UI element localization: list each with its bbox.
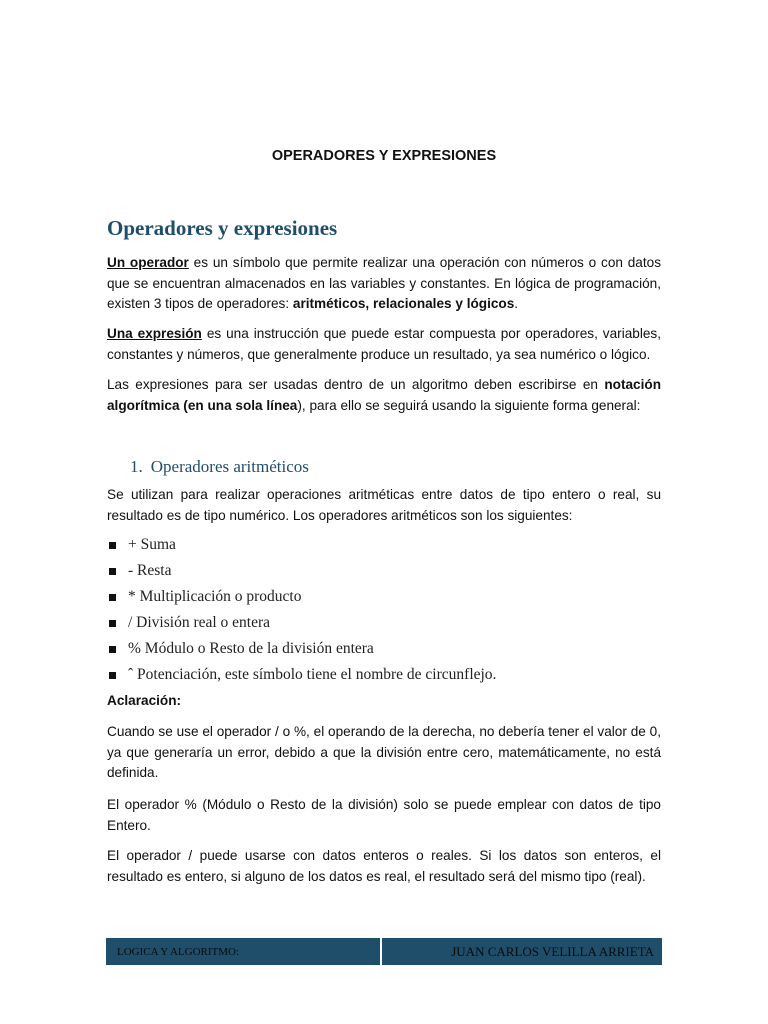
list-item: [107, 558, 496, 584]
bullet-icon: [109, 542, 116, 549]
paragraph-operador: [107, 253, 661, 315]
list-item: [107, 636, 496, 662]
bullet-icon: [109, 620, 116, 627]
paragraph-text: Las expresiones para ser usadas dentro de un algoritmo deben escribirse en: [107, 377, 605, 392]
footer-author: JUAN CARLOS VELILLA ARRIETA: [451, 943, 654, 959]
bullet-icon: [109, 672, 116, 679]
list-item: [107, 662, 496, 688]
list-item-text: - Resta: [128, 562, 172, 579]
operator-list: [107, 532, 496, 688]
operator-types: aritméticos, relacionales y lógicos: [292, 296, 515, 311]
subsection-title: Operadores aritméticos: [150, 457, 309, 476]
term-operador: Un operador: [107, 255, 189, 270]
list-item: [107, 584, 496, 610]
list-item: [107, 532, 496, 558]
paragraph-text: .: [514, 296, 519, 311]
paragraph-division: El operador / puede usarse con datos enteros o reales. Si los datos son enteros, el resultado es entero, si alguno de los datos es real, el resultado será del mismo tipo (real).: [107, 848, 661, 884]
section-heading: Operadores y expresiones: [107, 216, 338, 240]
paragraph-aritmeticos: Se utilizan para realizar operaciones aritméticas entre datos de tipo entero o real, su resultado es de tipo numérico. Los operadores aritméticos son los siguientes:: [107, 487, 661, 523]
list-item: [107, 610, 496, 636]
paragraph-modulo: El operador % (Módulo o Resto de la división) solo se puede emplear con datos de tipo Entero.: [107, 797, 661, 833]
list-item-text: + Suma: [128, 536, 176, 553]
list-item-text: * Multiplicación o producto: [128, 588, 302, 605]
paragraph-text: es una instrucción que puede estar compuesta por operadores, variables, constantes y números, que generalmente produce un resultado, ya sea numérico o lógico.: [107, 326, 661, 362]
bullet-icon: [109, 594, 116, 601]
bullet-icon: [109, 568, 116, 575]
paragraph-expresion: [107, 324, 661, 365]
list-item-text: / División real o entera: [128, 614, 271, 631]
term-expresion: Una expresión: [107, 326, 202, 341]
paragraph-notacion: [107, 375, 661, 416]
document-title: OPERADORES Y EXPRESIONES: [271, 148, 497, 164]
paragraph-division-cero: Cuando se use el operador / o %, el operando de la derecha, no debería tener el valor de 0, ya que generaría un error, debido a que la división entre cero, matemáticamente, no está definida.: [107, 724, 661, 780]
subsection-number: 1.: [130, 457, 143, 476]
subsection-heading: [130, 457, 309, 477]
list-item-text: % Módulo o Resto de la división entera: [128, 640, 374, 657]
paragraph-text: ), para ello se seguirá usando la siguiente forma general:: [297, 397, 641, 413]
page-footer: [106, 938, 662, 965]
footer-course: LOGICA Y ALGORITMO:: [106, 938, 382, 965]
list-item-text: ˆ Potenciación, este símbolo tiene el nombre de circunflejo.: [128, 666, 497, 683]
notacion-bold: notación algorítmica (en una sola línea: [107, 377, 661, 413]
paragraph-text: es un símbolo que permite realizar una operación con números o con datos que se encuentran almacenados en las variables y constantes. En lógica de programación, existen 3 tipos de operadores:: [107, 255, 661, 311]
aclaracion-label: Aclaración:: [107, 693, 182, 708]
bullet-icon: [109, 646, 116, 653]
